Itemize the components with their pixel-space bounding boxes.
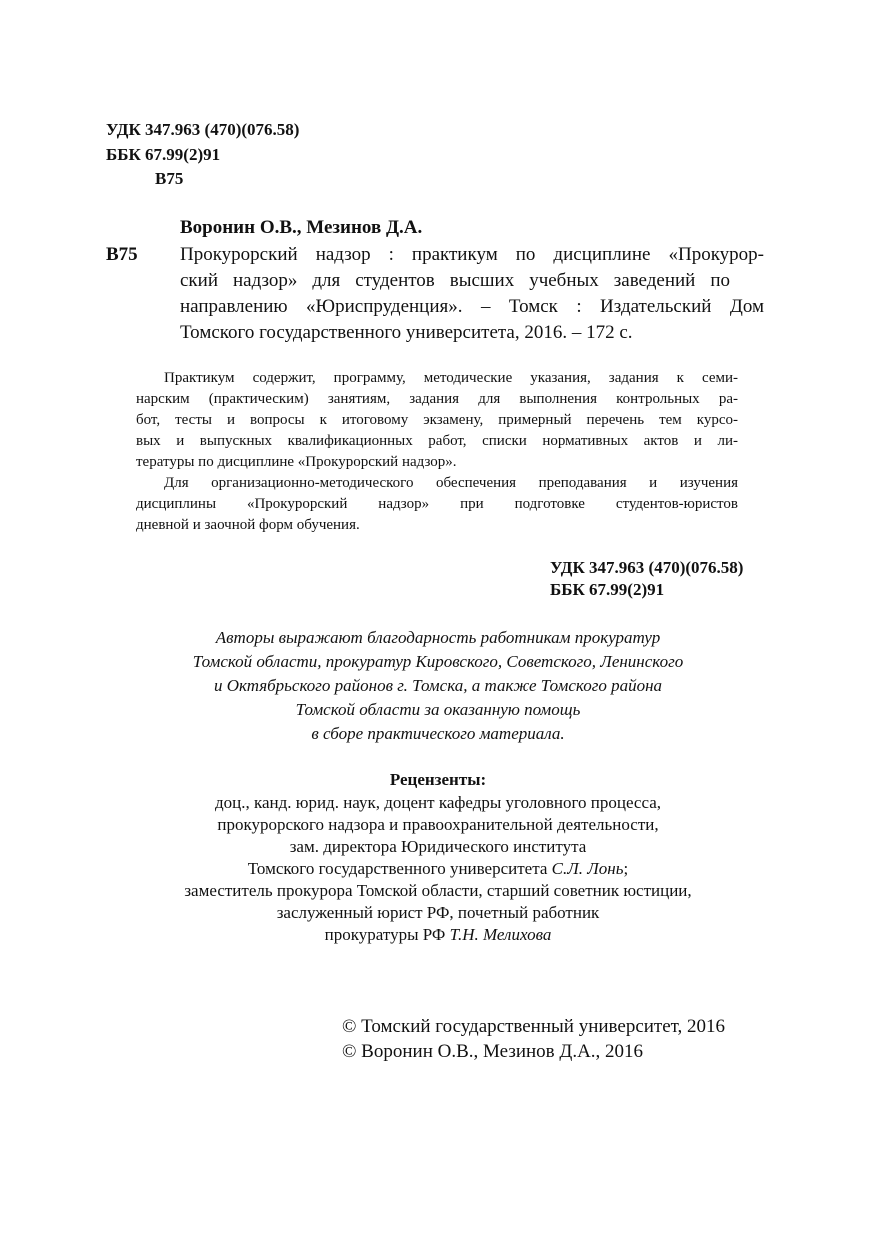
copyright-authors: © Воронин О.В., Мезинов Д.А., 2016 bbox=[342, 1041, 644, 1062]
annotation-line: бот, тесты и вопросы к итоговому экзамену, примерный перечень тем курсо- bbox=[136, 412, 738, 428]
reviewer-punctuation: ; bbox=[623, 859, 629, 878]
annotation-line: Для организационно-методического обеспечения преподавания и изучения bbox=[164, 475, 738, 491]
acknowledgement-line: Авторы выражают благодарность работникам прокуратур bbox=[215, 628, 661, 647]
acknowledgement-line: и Октябрьского районов г. Томска, а также Томского района bbox=[213, 676, 663, 695]
annotation-line: дневной и заочной форм обучения. bbox=[136, 517, 360, 533]
reviewer-line-2-name bbox=[0, 925, 876, 945]
reviewer-name: С.Л. Лонь bbox=[551, 859, 624, 878]
annotation-line: тературы по дисциплине «Прокурорский надзор». bbox=[136, 454, 457, 470]
acknowledgement-line: Томской области, прокуратур Кировского, Советского, Ленинского bbox=[192, 652, 684, 671]
authors: Воронин О.В., Мезинов Д.А. bbox=[180, 217, 423, 238]
bbk-code-bottom: ББК 67.99(2)91 bbox=[550, 580, 665, 599]
acknowledgement-line: в сборе практического материала. bbox=[311, 724, 565, 743]
author-mark: В75 bbox=[155, 169, 184, 188]
udk-code: УДК 347.963 (470)(076.58) bbox=[106, 120, 300, 139]
bib-line-1: Прокурорский надзор : практикум по дисциплине «Прокурор- bbox=[180, 244, 764, 265]
reviewer-line: заслуженный юрист РФ, почетный работник bbox=[276, 903, 600, 922]
annotation-line: нарским (практическим) занятиям, задания для выполнения контрольных ра- bbox=[136, 391, 738, 407]
reviewer-line-1-name bbox=[0, 859, 876, 879]
annotation-line: вых и выпускных квалификационных работ, списки нормативных актов и ли- bbox=[136, 433, 738, 449]
bib-author-mark: В75 bbox=[106, 244, 138, 265]
reviewer-line: заместитель прокурора Томской области, старший советник юстиции, bbox=[184, 881, 692, 900]
reviewer-line: прокурорского надзора и правоохранительной деятельности, bbox=[217, 815, 659, 834]
reviewer-line: доц., канд. юрид. наук, доцент кафедры уголовного процесса, bbox=[214, 793, 662, 812]
udk-code-bottom: УДК 347.963 (470)(076.58) bbox=[550, 558, 744, 577]
copyright-university: © Томский государственный университет, 2016 bbox=[342, 1016, 726, 1037]
reviewer-line: зам. директора Юридического института bbox=[289, 837, 587, 856]
bib-line-4: Томского государственного университета, 2016. – 172 с. bbox=[180, 322, 633, 343]
bib-line-3: направлению «Юриспруденция». – Томск : Издательский Дом bbox=[180, 296, 764, 317]
annotation-line: дисциплины «Прокурорский надзор» при подготовке студентов-юристов bbox=[136, 496, 738, 512]
acknowledgement-line: Томской области за оказанную помощь bbox=[295, 700, 581, 719]
bbk-code: ББК 67.99(2)91 bbox=[106, 145, 221, 164]
reviewer-name: Т.Н. Мелихова bbox=[449, 925, 552, 944]
reviewer-affiliation: прокуратуры РФ bbox=[324, 925, 450, 944]
reviewers-heading: Рецензенты: bbox=[389, 770, 487, 789]
annotation-line: Практикум содержит, программу, методические указания, задания к семи- bbox=[164, 370, 738, 386]
reviewer-affiliation: Томского государственного университета bbox=[247, 859, 552, 878]
bib-line-2: ский надзор» для студентов высших учебных заведений по bbox=[180, 270, 730, 291]
